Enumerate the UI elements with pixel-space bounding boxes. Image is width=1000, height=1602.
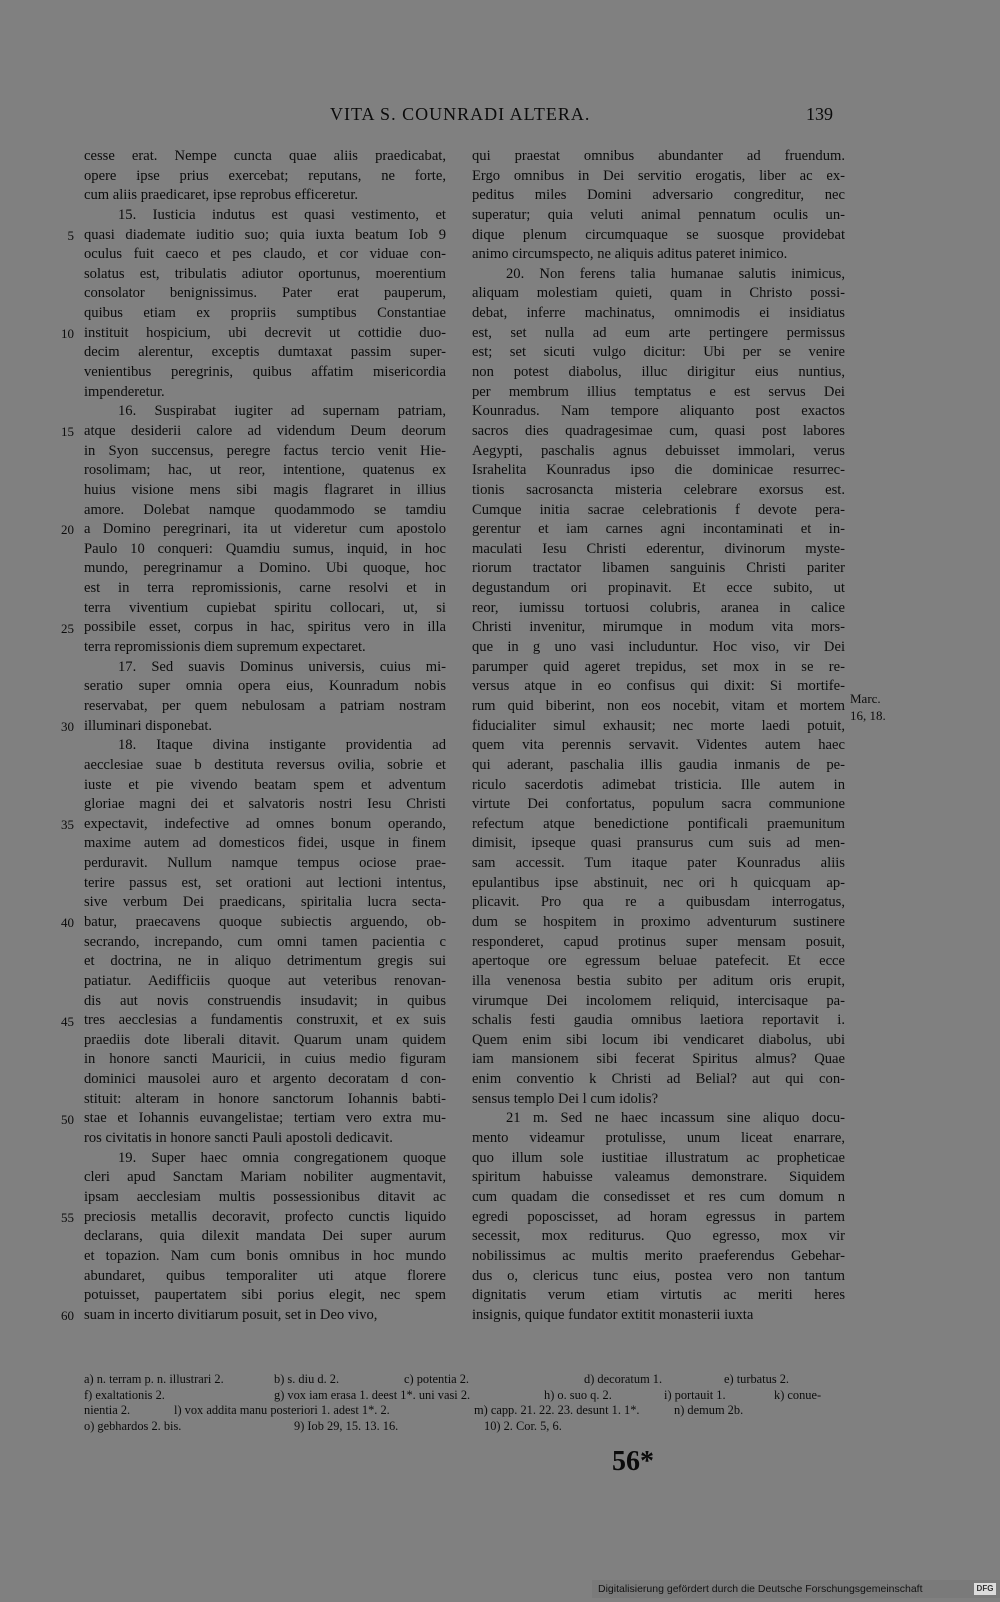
footnote: k) conue- (774, 1387, 822, 1402)
text-line: spiritum habuisse valeamus demonstrare. Siquidem (472, 1169, 845, 1186)
line-number: 5 (67, 227, 74, 243)
text-line: suam in incerto divitiarum posuit, set in Deo vivo, (84, 1306, 378, 1323)
text-line: secrando, increpando, cum omni tamen pacientia c (84, 933, 446, 950)
text-line: terra viventium cupiebat spiritu collocari, ut, si (84, 599, 446, 616)
text-line: instituit hospicium, ubi decrevit ut cottidie duo- (84, 324, 446, 341)
text-line: a Domino peregrinari, ita ut videretur cum apostolo (84, 521, 446, 538)
text-line: nobilissimus ac multis merito praeferendus Gebehar- (472, 1247, 845, 1264)
running-header (0, 104, 1000, 132)
footnote: n) demum 2b. (674, 1403, 744, 1418)
text-line: potuisset, paupertatem sibi porius elegit, nec spem (84, 1287, 446, 1304)
text-line: riorum tractator libamen sanguinis Christi pariter (472, 560, 845, 577)
text-line: virumque Dei incolomem reliquid, intercisaque pa- (472, 992, 845, 1009)
footnote-row (84, 1372, 844, 1388)
text-line: schalis festi gaudia omnibus laetiora reportavit i. (472, 1012, 845, 1029)
text-line: batur, praecavens quoque subiectis arguendo, ob- (84, 913, 446, 930)
text-line: que in g uno vasi includuntur. Hoc viso, vir Dei (472, 639, 845, 656)
text-line: possibile esset, corpus in hac, spiritus vero in illa (84, 619, 446, 636)
footnote: g) vox iam erasa 1. deest 1*. uni vasi 2. (274, 1387, 471, 1402)
line-number: 10 (61, 325, 74, 341)
text-line: stituit: alteram in honore sanctorum Iohannis babti- (84, 1090, 446, 1107)
digitization-banner (592, 1580, 1000, 1598)
text-line: sive verbum Dei praedicans, spiritalia lucra secta- (84, 894, 446, 911)
text-line: per membrum illius temptatus e est servus Dei (472, 383, 845, 400)
text-line: 15. Iusticia indutus est quasi vestimento, et (118, 206, 446, 223)
text-line: solatus est, tribulatis adiutor oportunus, moerentium (84, 265, 446, 282)
text-line: refectum atque benedictione pontificali praemunitum (472, 815, 845, 832)
text-line: patiatur. Aedifficiis quoque aut veteribus renovan- (84, 972, 446, 989)
signature-mark: 56* (612, 1446, 654, 1477)
line-number: 40 (61, 915, 74, 931)
footnote: 10) 2. Cor. 5, 6. (484, 1418, 562, 1433)
text-line: enim conventio k Christi ad Belial? aut qui con- (472, 1071, 845, 1088)
line-number: 55 (61, 1210, 74, 1226)
text-line: virtute Dei confortatus, populum sacra communione (472, 796, 845, 813)
text-line: fiducialiter simul exhausit; nec morte laedi potuit, (472, 717, 845, 734)
text-line: abundaret, quibus temporaliter uti atque florere (84, 1267, 446, 1284)
footnote: h) o. suo q. 2. (544, 1387, 612, 1402)
text-line: ipsam aecclesiam multis possessionibus ditavit ac (84, 1188, 446, 1205)
text-line: huius visione mens sibi magis flagraret in illius (84, 481, 446, 498)
footnotes (84, 1372, 844, 1434)
text-line: mento videamur protulisse, unum liceat enarrare, (472, 1130, 845, 1147)
text-line: animo circumspecto, ne aliquis aditus pateret inimico. (472, 246, 788, 263)
text-line: dimisit, ipseque quasi pransurus cum suis ad men- (472, 835, 845, 852)
text-line: secessit, mox rediturus. Quo egresso, mox vir (472, 1228, 845, 1245)
line-number: 45 (61, 1013, 74, 1029)
text-line: atque desiderii calore ad videndum Deum deorum (84, 422, 446, 439)
text-line: 18. Itaque divina instigante providentia ad (118, 737, 446, 754)
text-line: terire passus est, set orationi aut lectioni intentus, (84, 874, 446, 891)
margin-reference (850, 690, 886, 724)
text-line: debat, inferre machinatus, omnimodis ei insidiatus (472, 305, 845, 322)
page-number: 139 (806, 104, 833, 124)
text-line: iuste et pie vivendo beatam spem et adventum (84, 776, 446, 793)
dfg-logo: DFG (974, 1583, 996, 1595)
text-line: Kounradus. Nam tempore aliquanto post exactos (472, 403, 845, 420)
text-line: et topazion. Nam cum bonis omnibus in hoc mundo (84, 1247, 446, 1264)
footnote: m) capp. 21. 22. 23. desunt 1. 1*. (474, 1403, 640, 1418)
text-line: est, set nulla ad eum arte pertingere permissus (472, 324, 845, 341)
line-number: 35 (61, 817, 74, 833)
text-line: parumper quid ageret trepidus, set mox in se re- (472, 658, 845, 675)
text-line: 21 m. Sed ne haec incassum sine aliquo docu- (506, 1110, 845, 1127)
text-line: 17. Sed suavis Dominus universis, cuius mi- (118, 658, 446, 675)
footnote-row (84, 1419, 844, 1435)
text-line: aecclesiae suae b destituta reversus ovilia, sobrie et (84, 756, 446, 773)
text-line: non potest diabolus, illuc dirigitur eius nuntius, (472, 364, 845, 381)
text-line: quo illum sole iustitiae illustratum ac propheticae (472, 1149, 845, 1166)
text-line: sensus templo Dei l cum idolis? (472, 1090, 659, 1107)
text-line: superatur; quia veluti animal pennatum oculis un- (472, 206, 845, 223)
text-line: Ergo omnibus in Dei servitio erogatis, liber ac ex- (472, 167, 845, 184)
page-title: VITA S. COUNRADI ALTERA. (330, 104, 591, 124)
line-number: 15 (61, 424, 74, 440)
text-line: preciosis metallis decoravit, profecto cunctis liquido (84, 1208, 446, 1225)
text-line: quem vita perennis servavit. Videntes autem haec (472, 737, 845, 754)
text-line: responderet, capud protinus super mensam posuit, (472, 933, 845, 950)
footnote-row (84, 1388, 844, 1404)
text-line: consolator benignissimus. Pater erat pauperum, (84, 285, 446, 302)
footnote: a) n. terram p. n. illustrari 2. (84, 1372, 224, 1386)
text-line: dique plenum circumquaque se suosque providebat (472, 226, 845, 243)
text-line: riculo sacerdotis adimebat tristicia. Ille autem in (472, 776, 845, 793)
text-line: amore. Dolebat namque quodammodo se tamdiu (84, 501, 446, 518)
footnote: i) portauit 1. (664, 1387, 726, 1402)
text-line: cum aliis praedicaret, ipse reprobus efficeretur. (84, 187, 359, 204)
text-line: et doctrina, ne in aliquo detrimentum gregis sui (84, 953, 446, 970)
text-line: in Syon succensus, peregre factus tercio venit Hie- (84, 442, 446, 459)
text-line: gerentur et iam carnes agni incontaminati et in- (472, 521, 845, 538)
footnote: f) exaltationis 2. (84, 1387, 165, 1402)
text-line: dis aut novis construendis insudavit; in quibus (84, 992, 446, 1009)
text-line: terra repromissionis diem supremum expectaret. (84, 639, 366, 656)
text-line: Paulo 10 conqueri: Quamdiu sumus, inquid, in hoc (84, 540, 446, 557)
text-line: iam mansionem sibi fecerat Spiritus almus? Quae (472, 1051, 845, 1068)
text-line: oculus fuit caeco et pes claudo, et cor viduae con- (84, 246, 446, 263)
text-line: qui praestat omnibus abundanter ad fruendum. (472, 148, 845, 164)
footnote: b) s. diu d. 2. (274, 1372, 340, 1386)
text-line: ros civitatis in honore sancti Pauli apostoli dedicavit. (84, 1130, 393, 1147)
footnote: o) gebhardos 2. bis. (84, 1418, 182, 1433)
line-number: 30 (61, 718, 74, 734)
text-line: apertoque ore egressum beluae patefecit. Et ecce (472, 953, 845, 970)
text-line: cesse erat. Nempe cuncta quae aliis praedicabat, (84, 148, 446, 164)
text-line: opere ipse prius exercebat; reputans, ne forte, (84, 167, 446, 184)
text-line: rosolimam; hac, ut reor, intentione, quatenus ex (84, 462, 446, 479)
text-line: illa venenosa bestia subito per aditum oris erupit, (472, 972, 845, 989)
text-line: qui aderant, paschalia illis gaudia inmanis de pe- (472, 756, 845, 773)
text-line: sacros dies quadragesimae cum, quasi post labores (472, 422, 845, 439)
margin-reference-book: Marc. (850, 691, 881, 706)
text-line: epulantibus ipse abstinuit, nec ori h quicquam ap- (472, 874, 845, 891)
text-line: est in terra repromissionis, carne resolvi et in (84, 580, 446, 597)
text-line: insignis, quique fundator extitit monasterii iuxta (472, 1306, 754, 1323)
line-number: 20 (61, 522, 74, 538)
line-number: 25 (61, 620, 74, 636)
text-line: quasi diademate iuditio suo; quia iuxta beatum Iob 9 (84, 226, 446, 243)
text-line: mundo, peregrinamur a Domino. Ubi quoque, hoc (84, 560, 446, 577)
text-line: quibus etiam ex propriis sumptibus Constantiae (84, 305, 446, 322)
footnote: 9) Iob 29, 15. 13. 16. (294, 1418, 399, 1433)
text-line: dignitatis verum etiam virtutis ac meriti heres (472, 1287, 845, 1304)
text-line: dominici mausolei auro et argento decoratam d con- (84, 1071, 446, 1088)
text-line: peditus miles Domini adversario congreditur, nec (472, 187, 845, 204)
text-line: praediis dote liberali ditavit. Quarum unam quidem (84, 1031, 446, 1048)
text-line: perduravit. Nullum namque tempus ociose prae- (84, 855, 446, 872)
text-line: decim alerentur, exceptis dumtaxat passim super- (84, 344, 446, 361)
line-number: 50 (61, 1111, 74, 1127)
text-line: 16. Suspirabat iugiter ad supernam patriam, (118, 403, 446, 420)
line-number: 60 (61, 1308, 74, 1324)
text-line: reor, iumissu tortuosi colubris, aranea in calice (472, 599, 845, 616)
right-text-column (472, 147, 845, 1325)
text-line: plicavit. Pro qua re a quibusdam interrogatus, (472, 894, 845, 911)
text-line: aliquam molestiam quieti, quam in Christo possi- (472, 285, 845, 302)
text-line: degustandum ori propinavit. Et ecce subito, ut (472, 580, 845, 597)
text-line: dum se hospitem in proximo adventurum sustinere (472, 913, 845, 930)
text-line: tionis sacrosancta misteria celebrare exorsus est. (472, 481, 845, 498)
text-line: gloriae magni dei et salvatoris nostri Iesu Christi (84, 796, 446, 813)
text-line: declarans, quia dilexit mandata Dei super aurum (84, 1228, 446, 1245)
margin-reference-verse: 16, 18. (850, 708, 886, 723)
footnote: l) vox addita manu posteriori 1. adest 1*. 2. (174, 1403, 390, 1418)
digitization-note: Digitalisierung gefördert durch die Deutsche Forschungsgemeinschaft (598, 1583, 923, 1595)
text-line: impenderetur. (84, 383, 165, 400)
text-line: dus o, clericus tunc eius, postea vero non tantum (472, 1267, 845, 1284)
text-line: est; set sicuti vulgo dicitur: Ubi per se venire (472, 344, 845, 361)
footnote-row (84, 1403, 844, 1419)
text-line: seratio super omnia opera eius, Kounradum nobis (84, 678, 446, 695)
footnote: c) potentia 2. (404, 1372, 470, 1386)
text-line: Aegypti, paschalis agnus debuisset immolari, verus (472, 442, 845, 459)
text-line: illuminari disponebat. (84, 717, 213, 734)
text-line: 19. Super haec omnia congregationem quoque (118, 1149, 446, 1166)
text-line: maxime autem ad domesticos fidei, usque in finem (84, 835, 446, 852)
text-line: maculati Iesu Christi ederentur, divinorum myste- (472, 540, 845, 557)
text-line: rum quid biberint, non eos nocebit, vitam et mortem (472, 697, 845, 714)
text-line: cleri apud Sanctam Mariam nobiliter augmentavit, (84, 1169, 446, 1186)
text-line: egredi poposcisset, ad horam egressus in partem (472, 1208, 845, 1225)
text-line: sam accessit. Tum itaque pater Kounradus aliis (472, 855, 845, 872)
text-line: in honore sancti Mauricii, in cuius medio figuram (84, 1051, 446, 1068)
footnote: e) turbatus 2. (724, 1372, 790, 1386)
text-line: Cumque initia sacrae celebrationis f devote pera- (472, 501, 845, 518)
text-line: 20. Non ferens talia humanae salutis inimicus, (506, 265, 845, 282)
text-line: stae et Iohannis euvangelistae; tertiam vero extra mu- (84, 1110, 446, 1127)
text-line: venientibus peregrinis, quibus affatim misericordia (84, 364, 446, 381)
text-line: Quem enim sibi locum ibi vendicaret diabolus, ubi (472, 1031, 845, 1048)
footnote: nientia 2. (84, 1403, 131, 1418)
left-text-column (84, 147, 446, 1325)
footnote: d) decoratum 1. (584, 1372, 663, 1386)
text-line: reservabat, per quem nebulosam a patriam nostram (84, 697, 446, 714)
text-line: expectavit, indefective ad omnes bonum operando, (84, 815, 446, 832)
text-line: cum quadam die consedisset et res cum domum n (472, 1188, 845, 1205)
text-line: Israhelita Kounradus ipso die dominicae resurrec- (472, 462, 845, 479)
text-line: tres aecclesias a fundamentis construxit, et ex suis (84, 1012, 446, 1029)
text-line: versus atque in eo confisus qui dixit: Si mortife- (472, 678, 845, 695)
text-line: Christi invenitur, mirumque in modum vita mors- (472, 619, 845, 636)
